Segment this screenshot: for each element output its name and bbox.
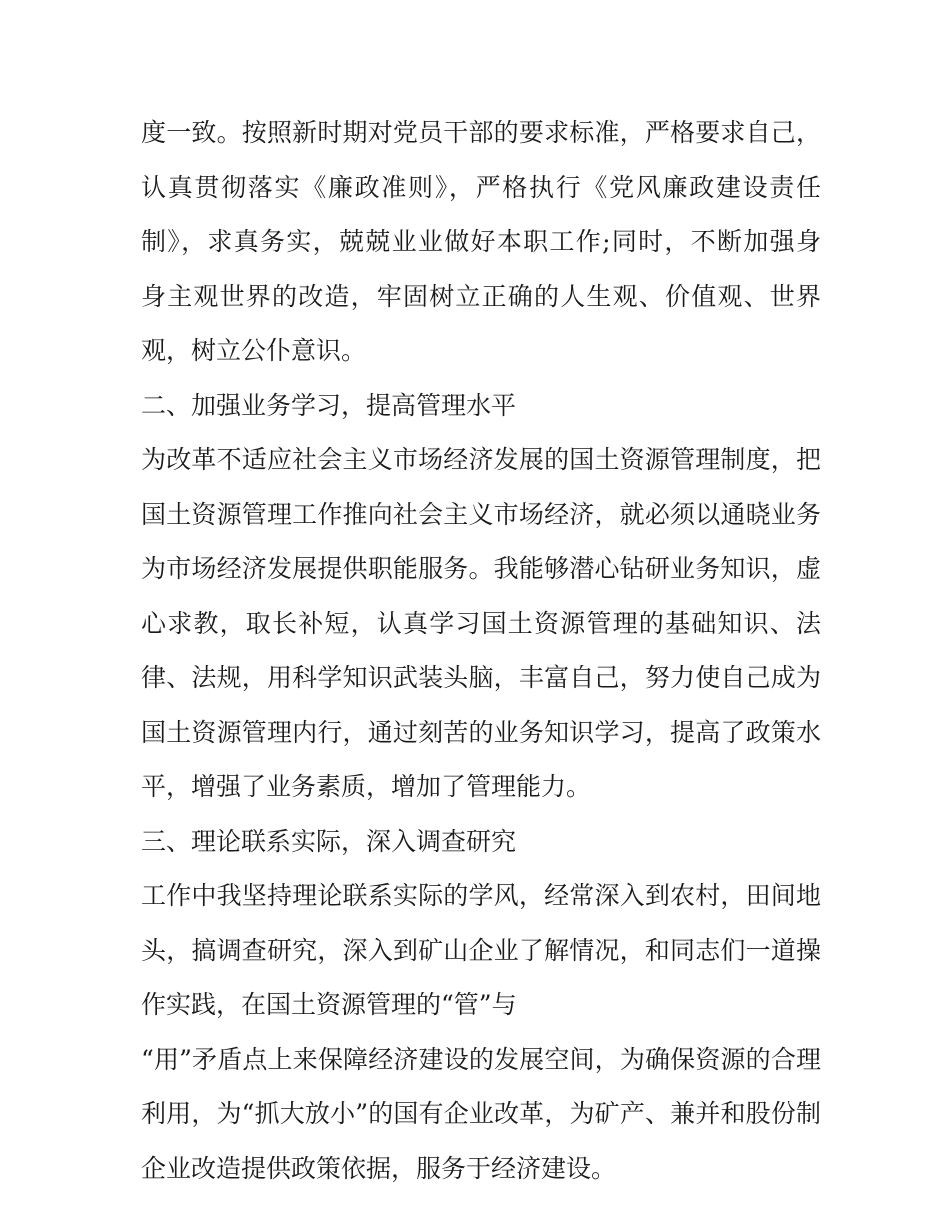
paragraph-line: 心求教，取长补短，认真学习国土资源管理的基础知识、法 <box>141 608 821 638</box>
paragraph-line: 为市场经济发展提供职能服务。我能够潜心钻研业务知识，虚 <box>141 554 821 583</box>
section-heading: 三、理论联系实际，深入调查研究 <box>141 826 517 856</box>
section-heading: 二、加强业务学习，提高管理水平 <box>141 390 517 420</box>
paragraph-line: 律、法规，用科学知识武装头脑，丰富自己，努力使自己成为 <box>141 663 821 692</box>
paragraph-line: 国土资源管理工作推向社会主义市场经济，就必须以通晓业务 <box>141 499 821 529</box>
paragraph-line: 工作中我坚持理论联系实际的学风，经常深入到农村，田间地 <box>141 881 821 910</box>
paragraph-line: 为改革不适应社会主义市场经济发展的国土资源管理制度，把 <box>141 445 821 474</box>
paragraph-line: 身主观世界的改造，牢固树立正确的人生观、价值观、世界 <box>141 281 821 311</box>
paragraph-line: 国土资源管理内行，通过刻苦的业务知识学习，提高了政策水 <box>141 717 821 747</box>
paragraph-line: 认真贯彻落实《廉政准则》，严格执行《党风廉政建设责任 <box>141 172 821 202</box>
paragraph-line: 制》，求真务实，兢兢业业做好本职工作;同时，不断加强身 <box>141 227 821 256</box>
paragraph-line: 头，搞调查研究，深入到矿山企业了解情况，和同志们一道操 <box>141 935 821 965</box>
document-body <box>141 106 821 1196</box>
paragraph-line: 平，增强了业务素质，增加了管理能力。 <box>141 772 592 801</box>
paragraph-line: 作实践，在国土资源管理的“管”与 <box>141 990 517 1019</box>
paragraph-line: 度一致。按照新时期对党员干部的要求标准，严格要求自己， <box>141 118 821 147</box>
paragraph-line: 企业改造提供政策依据，服务于经济建设。 <box>141 1153 617 1183</box>
paragraph-line: 利用，为“抓大放小”的国有企业改革，为矿产、兼并和股份制 <box>141 1099 821 1128</box>
paragraph-line: “用”矛盾点上来保障经济建设的发展空间，为确保资源的合理 <box>141 1044 821 1074</box>
paragraph-line: 观，树立公仆意识。 <box>141 336 367 365</box>
